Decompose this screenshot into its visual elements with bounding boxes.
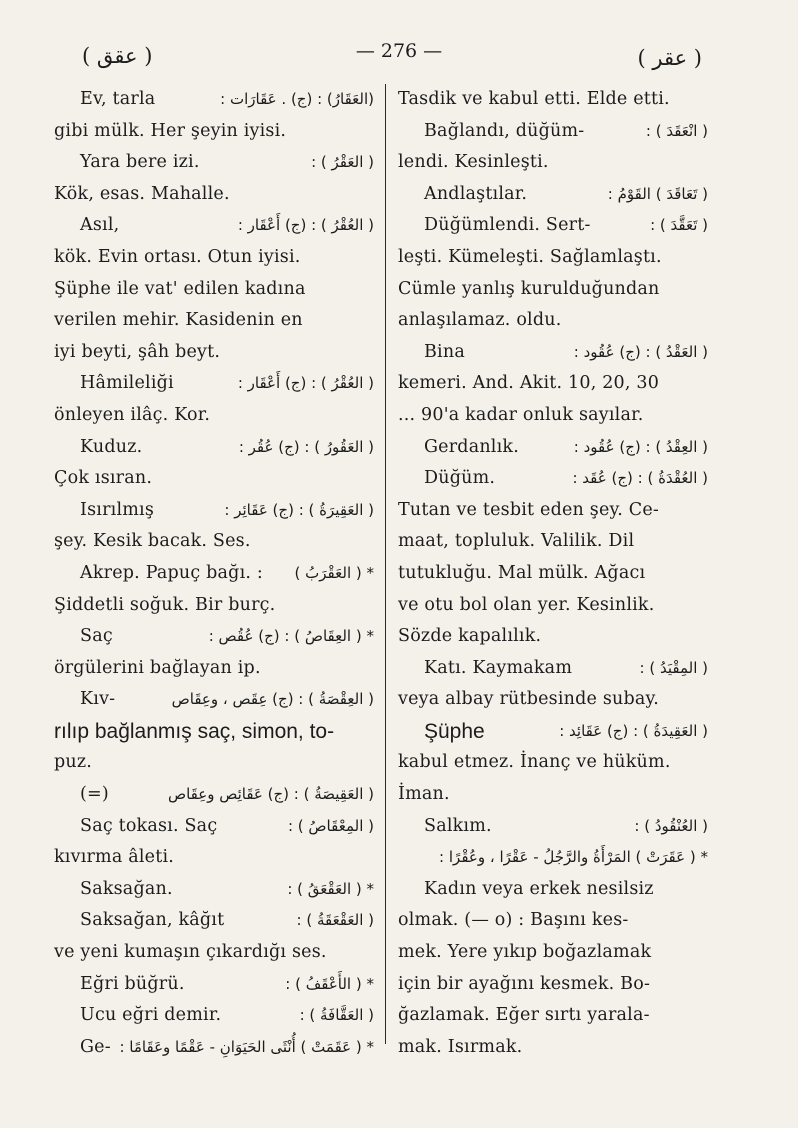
entry-line [398,747,708,779]
entry-text: anlaşılamaz. oldu. [398,310,562,331]
entry-text: mak. Isırmak. [398,1036,523,1057]
entry-text: Ev, tarla [80,89,156,109]
entry-line [54,400,374,432]
arabic-headword: ( تَعَقَّدَ ) : [650,216,708,235]
entry-text: lendi. Kesinleşti. [398,152,549,173]
right-column [398,84,708,1063]
arabic-headword: ( المِعْقَاصُ ) : [287,816,374,835]
arabic-headword: ( تَعَاقَدَ ) القَوْمُ : [607,184,708,203]
arabic-headword: ( العِقْدُ ) : (ج) عُقُود : [573,437,708,456]
entry-text: Hâmileliği [80,373,174,394]
entry-text: puz. [54,752,93,773]
entry-line [54,811,374,843]
entry-text: önleyen ilâç. Kor. [54,404,211,425]
entry-text: iyi beyti, şâh beyt. [54,341,221,362]
arabic-headword: ( العَقُورُ ) : (ج) عُقُر : [238,437,374,456]
arabic-headword: ( العَقَّافَةُ ) : [299,1006,374,1025]
entry-text: Düğüm. [424,468,496,489]
entry-text: (=) [80,784,109,805]
arabic-headword: ( المِقْيَدُ ) : [639,658,708,677]
entry-line [398,621,708,653]
arabic-headword: ( العُقْدَةُ ) : (ج) عُقَد : [572,469,708,488]
arabic-headword: ( العُقْرُ ) : (ج) أَعْقَار : [237,374,374,393]
entry-line [54,526,374,558]
entry-line [54,210,374,242]
entry-text: Saksağan, kâğıt [80,910,225,931]
entry-line [54,242,374,274]
entry-line [398,463,708,495]
page-number: — 276 — [355,40,443,62]
entry-text: Gerdanlık. [424,436,519,457]
entry-text: Kök, esas. Mahalle. [54,183,230,204]
header-right-root: ( عقر ) [637,46,702,70]
entry-line [398,274,708,306]
entry-text: Yara bere izi. [80,152,200,173]
entry-text: İman. [398,784,450,805]
arabic-headword: ( العَقْدُ ) : (ج) عُقُود : [573,342,708,361]
arabic-headword: ( العُنْقُودُ ) : [634,816,708,835]
entry-line [54,716,374,748]
entry-text: Çok ısıran. [54,468,153,489]
entry-text: Tasdik ve kabul etti. Elde etti. [398,89,670,109]
entry-text: Akrep. Papuç bağı. : [80,562,264,583]
entry-text: için bir ayağını kesmek. Bo- [398,973,651,994]
entry-text: Saç tokası. Saç [80,815,218,836]
entry-text: Bina [424,341,465,362]
entry-text: Düğümlendi. Sert- [424,215,591,236]
arabic-headword: * ( الأَعْقَفُ ) : [285,974,374,993]
entry-line [398,116,708,148]
entry-line [54,874,374,906]
entry-text: Bağlandı, düğüm- [424,120,585,141]
entry-line [398,590,708,622]
entry-text: Cümle yanlış kurulduğundan [398,278,660,299]
entry-line [54,147,374,179]
arabic-headword: * ( العَقْرَبُ ) [294,563,374,582]
arabic-headword: * ( العَقْعَقُ ) : [287,879,374,898]
entry-text: Sözde kapalılık. [398,626,542,647]
entry-text: örgülerini bağlayan ip. [54,657,261,678]
entry-line [54,116,374,148]
entry-line [398,179,708,211]
entry-text: olmak. (— o) : Başını kes- [398,910,629,931]
arabic-headword: ( العَقِيدَةُ ) : (ج) عَقَائِد : [559,721,708,740]
entry-text: kabul etmez. İnanç ve hüküm. [398,752,671,773]
entry-line [54,463,374,495]
entry-text: Şüphe [424,719,485,743]
entry-line [398,432,708,464]
entry-line [54,558,374,590]
entry-line [54,590,374,622]
entry-line [398,84,708,116]
entry-text: ğazlamak. Eğer sırtı yarala- [398,1005,650,1026]
arabic-headword: ( العَقِيرَةُ ) : (ج) عَقَائِر : [224,500,374,519]
entry-text: leşti. Kümeleşti. Sağlamlaştı. [398,246,662,267]
entry-line [54,905,374,937]
entry-line [398,495,708,527]
left-column [54,84,374,1063]
entry-line [398,526,708,558]
entry-line [398,969,708,1001]
entry-text: Andlaştılar. [424,183,528,204]
entry-line [398,842,708,874]
entry-text: kök. Evin ortası. Otun iyisi. [54,246,301,267]
entry-text: ... 90'a kadar onluk sayılar. [398,404,644,425]
entry-line [398,905,708,937]
entry-line [54,842,374,874]
entry-text: tutukluğu. Mal mülk. Ağacı [398,562,646,583]
entry-text: Şiddetli soğuk. Bir burç. [54,594,276,615]
entry-line [398,368,708,400]
entry-text: veya albay rütbesinde subay. [398,689,660,710]
entry-text: şey. Kesik bacak. Ses. [54,531,251,552]
entry-line [54,653,374,685]
entry-line [398,147,708,179]
entry-line [54,1000,374,1032]
entry-text: Kadın veya erkek nesilsiz [424,878,654,899]
entry-text: Isırılmış [80,499,155,520]
entry-line [398,653,708,685]
entry-text: maat, topluluk. Valilik. Dil [398,531,635,552]
entry-text: rılıp bağlanmış saç, simon, to- [54,719,335,743]
entry-line [54,969,374,1001]
entry-line [398,811,708,843]
entry-line [54,337,374,369]
entry-line [54,274,374,306]
arabic-headword: ( انْعَقَدَ ) : [645,121,708,140]
arabic-headword: ( العَقْرُ ) : [311,153,374,172]
entry-text: Ucu eğri demir. [80,1005,222,1026]
header-left-root: ( عقق ) [82,44,153,68]
entry-line [398,400,708,432]
entry-line [54,305,374,337]
entry-text: mek. Yere yıkıp boğazlamak [398,942,652,963]
entry-text: kemeri. And. Akit. 10, 20, 30 [398,373,660,394]
entry-text: Katı. Kaymakam [424,657,573,678]
entry-text: gibi mülk. Her şeyin iyisi. [54,120,287,141]
entry-line [54,84,374,116]
entry-line [398,937,708,969]
entry-text: Şüphe ile vat' edilen kadına [54,278,306,299]
entry-line [398,305,708,337]
column-divider [385,84,386,1044]
entry-line [54,432,374,464]
entry-line [398,337,708,369]
entry-line [398,716,708,748]
entry-text: ve yeni kumaşın çıkardığı ses. [54,942,327,963]
entry-line [398,210,708,242]
entry-text: Saksağan. [80,878,173,899]
arabic-headword: ( العَقِيصَةُ ) : (ج) عَقَائِص وعِقَاص [167,785,374,804]
entry-line [54,179,374,211]
page-header [0,40,798,76]
entry-text: Tutan ve tesbit eden şey. Ce- [398,499,660,520]
arabic-headword: (العَقَارُ) : (ج) . عَقَارَات : [220,90,374,108]
entry-text: Ge- [80,1036,111,1057]
entry-text: Saç [80,626,113,647]
entry-line [54,747,374,779]
entry-text: kıvırma âleti. [54,847,175,868]
entry-line [398,1000,708,1032]
arabic-headword: * ( عَقَمَتْ ) أُنْثَى الحَيَوَانِ - عَقْمًا وعَقَامًا : [119,1037,374,1056]
entry-text: Kuduz. [80,436,143,457]
arabic-headword: ( العُقْرُ ) : (ج) أَعْقَار : [237,216,374,235]
entry-text: Eğri büğrü. [80,973,185,994]
entry-line [54,684,374,716]
arabic-headword: * ( العِقَاصُ ) : (ج) عُقُص : [208,627,374,646]
entry-line [398,1032,708,1064]
entry-line [54,495,374,527]
entry-line [398,684,708,716]
entry-line [54,621,374,653]
entry-line [398,242,708,274]
entry-line [54,368,374,400]
entry-text: Kıv- [80,689,116,710]
entry-text: ve otu bol olan yer. Kesinlik. [398,594,655,615]
entry-line [398,558,708,590]
entry-text: Asıl, [80,215,120,236]
entry-line [54,1032,374,1064]
entry-line [54,937,374,969]
arabic-headword: ( العَقْعَقَةُ ) : [296,911,374,930]
arabic-headword: * ( عَقَرَتْ ) المَرْأَةُ والرَّجُلُ - عَقْرًا ، وعُقْرًا : [439,848,708,867]
entry-line [398,874,708,906]
entry-text: Salkım. [424,815,492,836]
entry-line [398,779,708,811]
arabic-headword: ( العِقْصَةُ ) : (ج) عِقَص ، وعِقَاص [171,690,374,709]
entry-line [54,779,374,811]
entry-text: verilen mehir. Kasidenin en [54,310,303,331]
